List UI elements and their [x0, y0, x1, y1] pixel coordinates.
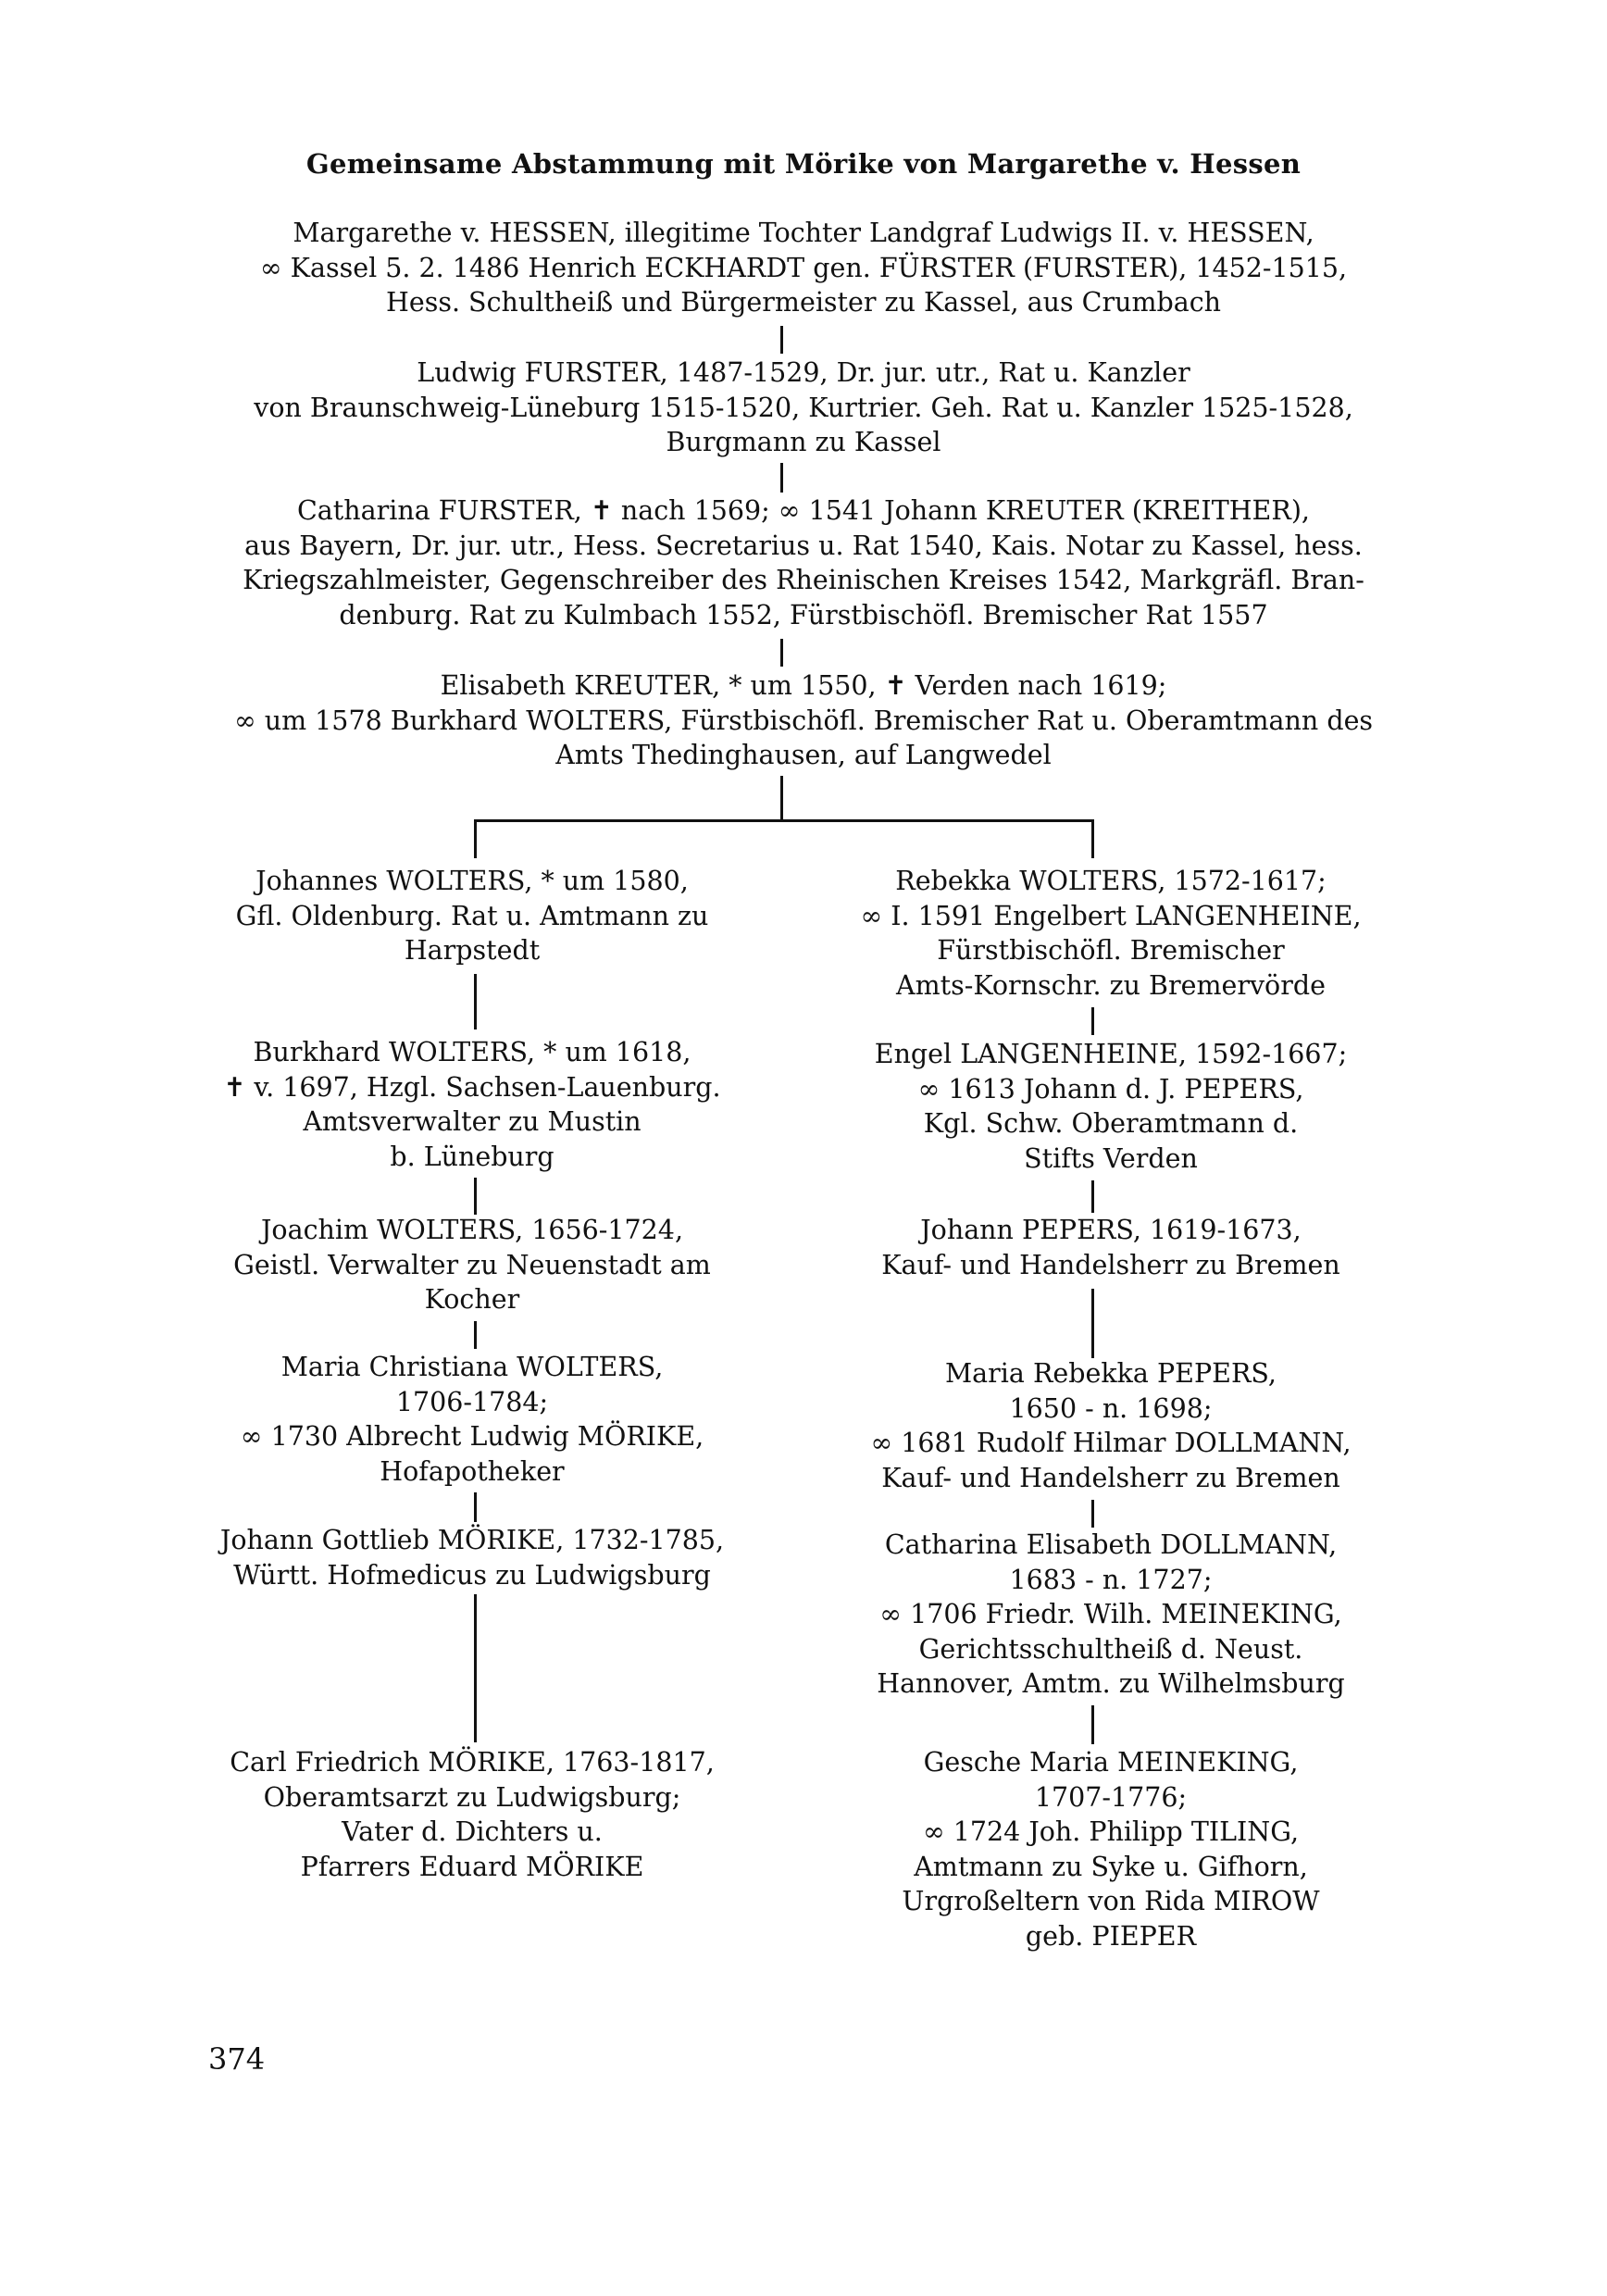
entry-line: Kauf- und Handelsherr zu Bremen — [881, 1249, 1340, 1280]
connector-line — [780, 639, 783, 667]
entry-line: Elisabeth KREUTER, * um 1550, ✝ Verden nach 1619; — [440, 670, 1167, 701]
entry-line: Kgl. Schw. Oberamtmann d. — [923, 1108, 1299, 1139]
entry-gesche-maria-meineking — [805, 1745, 1416, 1953]
entry-carl-friedrich-moerike — [167, 1745, 778, 1884]
entry-ludwig-furster — [185, 356, 1422, 460]
entry-line: denburg. Rat zu Kulmbach 1552, Fürstbischöfl. Bremischer Rat 1557 — [339, 599, 1268, 630]
connector-line — [474, 1178, 477, 1215]
entry-line: Kauf- und Handelsherr zu Bremen — [881, 1462, 1340, 1493]
entry-maria-christiana-wolters — [167, 1350, 778, 1489]
entry-line: Carl Friedrich MÖRIKE, 1763-1817, — [230, 1747, 715, 1778]
entry-line: Gfl. Oldenburg. Rat u. Amtmann zu — [235, 900, 709, 931]
entry-line: Amts Thedinghausen, auf Langwedel — [555, 740, 1052, 770]
entry-line: Harpstedt — [404, 935, 541, 966]
entry-line: Gerichtsschultheiß d. Neust. — [918, 1633, 1303, 1665]
connector-line — [474, 974, 477, 1029]
entry-line: Catharina FURSTER, ✝ nach 1569; ∞ 1541 Johann KREUTER (KREITHER), — [297, 495, 1310, 526]
entry-line: Catharina Elisabeth DOLLMANN, — [884, 1529, 1338, 1560]
entry-elisabeth-kreuter — [185, 668, 1422, 773]
entry-line: 1706-1784; — [395, 1386, 549, 1417]
connector-line — [780, 326, 783, 354]
connector-line — [1091, 1500, 1094, 1528]
connector-line — [780, 463, 783, 493]
page-number: 374 — [208, 2041, 266, 2077]
entry-johann-gottlieb-moerike — [167, 1523, 778, 1592]
entry-rebekka-wolters — [805, 864, 1416, 1003]
entry-line: Amtmann zu Syke u. Gifhorn, — [914, 1851, 1308, 1882]
connector-line — [1091, 1007, 1094, 1035]
connector-line — [1091, 1180, 1094, 1213]
connector-line — [474, 1321, 477, 1349]
entry-line: Urgroßeltern von Rida MIROW — [902, 1886, 1320, 1916]
connector-line — [1091, 1705, 1094, 1744]
entry-engel-langenheine — [805, 1037, 1416, 1176]
entry-line: Amtsverwalter zu Mustin — [303, 1106, 642, 1137]
connector-line — [474, 819, 477, 858]
entry-line: Hofapotheker — [380, 1455, 565, 1487]
entry-line: ∞ 1730 Albrecht Ludwig MÖRIKE, — [240, 1421, 704, 1452]
entry-line: Maria Christiana WOLTERS, — [280, 1352, 664, 1382]
entry-line: Württ. Hofmedicus zu Ludwigsburg — [233, 1559, 711, 1591]
entry-line: Oberamtsarzt zu Ludwigsburg; — [263, 1781, 681, 1813]
entry-burkhard-wolters — [167, 1035, 778, 1174]
entry-line: Johann PEPERS, 1619-1673, — [920, 1215, 1302, 1245]
entry-line: Vater d. Dichters u. — [342, 1816, 603, 1847]
entry-johann-pepers — [805, 1213, 1416, 1282]
entry-line: Rebekka WOLTERS, 1572-1617; — [895, 866, 1327, 896]
entry-line: Johannes WOLTERS, * um 1580, — [255, 866, 689, 896]
entry-joachim-wolters — [167, 1213, 778, 1317]
entry-line: ∞ 1724 Joh. Philipp TILING, — [922, 1816, 1300, 1847]
entry-line: ✝ v. 1697, Hzgl. Sachsen-Lauenburg. — [223, 1071, 721, 1103]
entry-line: Kocher — [424, 1284, 520, 1315]
connector-line — [1091, 819, 1094, 858]
entry-line: ∞ um 1578 Burkhard WOLTERS, Fürstbischöfl. Bremischer Rat u. Oberamtmann des — [233, 705, 1374, 736]
connector-line — [780, 776, 783, 822]
fork-line — [474, 819, 1094, 822]
entry-line: Maria Rebekka PEPERS, — [945, 1358, 1277, 1389]
entry-line: Ludwig FURSTER, 1487-1529, Dr. jur. utr., Rat u. Kanzler — [417, 357, 1190, 388]
entry-line: Burgmann zu Kassel — [666, 427, 941, 457]
entry-line: ∞ 1681 Rudolf Hilmar DOLLMANN, — [870, 1428, 1352, 1458]
entry-line: ∞ I. 1591 Engelbert LANGENHEINE, — [860, 900, 1362, 931]
entry-line: 1650 - n. 1698; — [1009, 1392, 1213, 1424]
page-title: Gemeinsame Abstammung mit Mörike von Margarethe v. Hessen — [305, 148, 1302, 180]
entry-line: Geistl. Verwalter zu Neuenstadt am — [233, 1249, 711, 1280]
entry-catharina-elisabeth-dollmann — [805, 1528, 1416, 1702]
entry-line: Johann Gottlieb MÖRIKE, 1732-1785, — [219, 1525, 725, 1555]
entry-line: Hannover, Amtm. zu Wilhelmsburg — [877, 1668, 1345, 1699]
entry-line: ∞ 1706 Friedr. Wilh. MEINEKING, — [879, 1599, 1342, 1629]
entry-line: Engel LANGENHEINE, 1592-1667; — [874, 1039, 1348, 1069]
connector-line — [1091, 1289, 1094, 1358]
entry-line: Gesche Maria MEINEKING, — [923, 1747, 1299, 1778]
entry-line: Margarethe v. HESSEN, illegitime Tochter Landgraf Ludwigs II. v. HESSEN, — [293, 218, 1314, 248]
entry-line: Burkhard WOLTERS, * um 1618, — [253, 1037, 691, 1067]
entry-maria-rebekka-pepers — [805, 1356, 1416, 1495]
entry-line: Fürstbischöfl. Bremischer — [937, 935, 1285, 966]
entry-line: Joachim WOLTERS, 1656-1724, — [261, 1215, 683, 1245]
entry-line: aus Bayern, Dr. jur. utr., Hess. Secretarius u. Rat 1540, Kais. Notar zu Kassel, hess. — [244, 530, 1363, 561]
entry-line: Hess. Schultheiß und Bürgermeister zu Kassel, aus Crumbach — [385, 287, 1222, 318]
entry-margarethe-hessen — [185, 216, 1422, 320]
connector-line — [474, 1594, 477, 1742]
entry-line: b. Lüneburg — [390, 1141, 554, 1172]
entry-line: geb. PIEPER — [1025, 1920, 1197, 1952]
connector-line — [474, 1492, 477, 1522]
entry-catharina-furster — [185, 493, 1422, 632]
entry-line: 1683 - n. 1727; — [1009, 1564, 1213, 1595]
entry-line: Pfarrers Eduard MÖRIKE — [300, 1851, 644, 1882]
entry-johannes-wolters — [167, 864, 778, 968]
entry-line: Kriegszahlmeister, Gegenschreiber des Rheinischen Kreises 1542, Markgräfl. Bran- — [243, 565, 1364, 595]
entry-line: ∞ 1613 Johann d. J. PEPERS, — [917, 1073, 1304, 1104]
entry-line: 1707-1776; — [1034, 1781, 1188, 1813]
entry-line: Stifts Verden — [1024, 1142, 1198, 1174]
entry-line: von Braunschweig-Lüneburg 1515-1520, Kurtrier. Geh. Rat u. Kanzler 1525-1528, — [254, 392, 1353, 423]
entry-line: Amts-Kornschr. zu Bremervörde — [896, 969, 1326, 1001]
entry-line: ∞ Kassel 5. 2. 1486 Henrich ECKHARDT gen. FÜRSTER (FURSTER), 1452-1515, — [259, 252, 1348, 283]
